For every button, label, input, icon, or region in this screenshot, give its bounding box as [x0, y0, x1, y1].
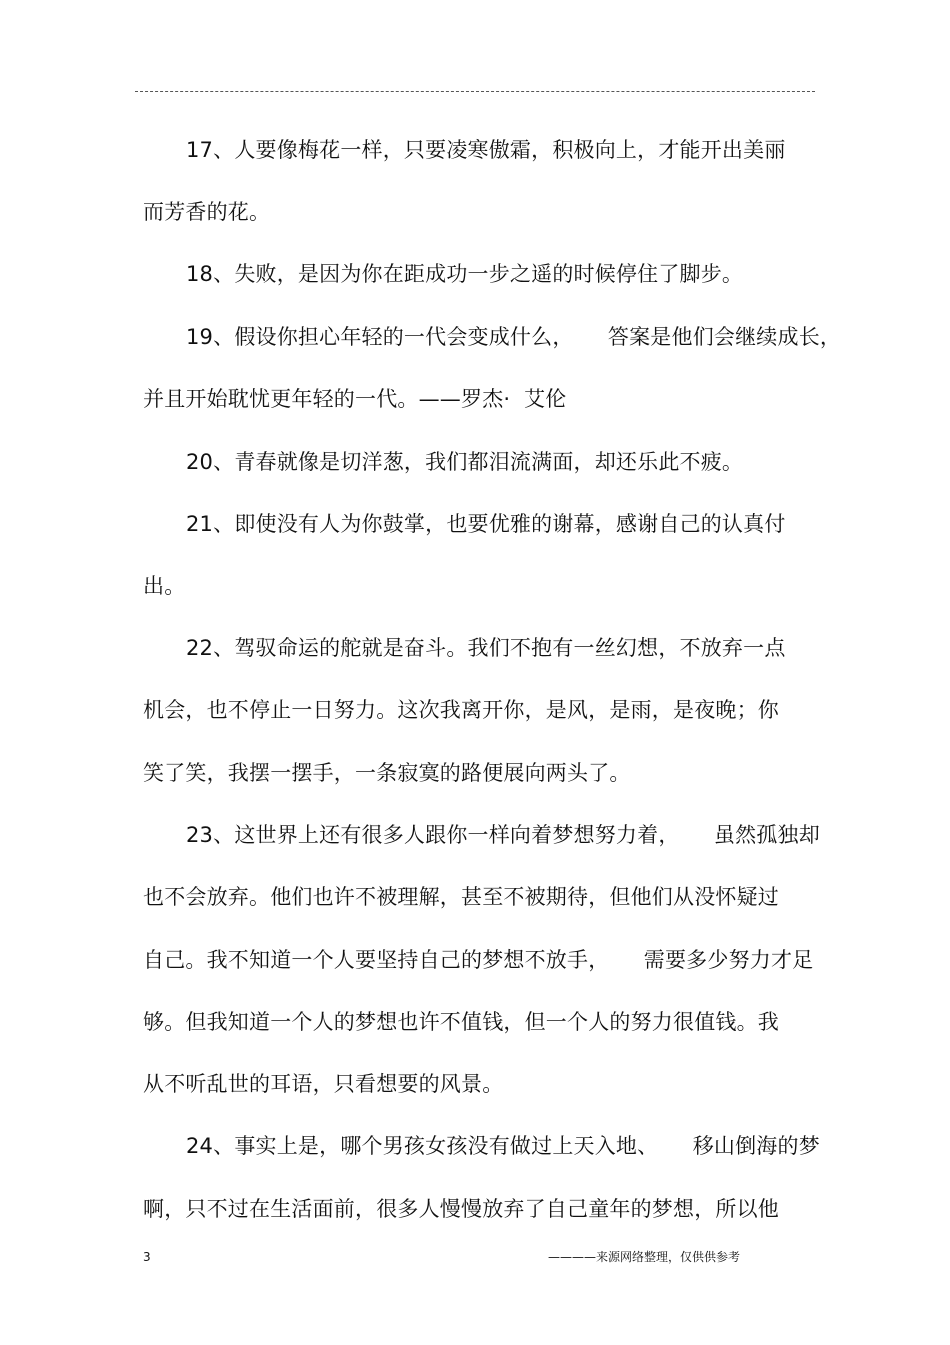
text-line: 24、事实上是，哪个男孩女孩没有做过上天入地、 移山倒海的梦: [186, 1134, 820, 1158]
text-line: 18、失败，是因为你在距成功一步之遥的时候停住了脚步。: [186, 262, 744, 286]
text-line: 也不会放弃。他们也许不被理解，甚至不被期待，但他们从没怀疑过: [143, 885, 779, 909]
text-line: 23、这世界上还有很多人跟你一样向着梦想努力着， 虽然孤独却: [186, 823, 820, 847]
text-line: 17、人要像梅花一样，只要凌寒傲霜，积极向上，才能开出美丽: [186, 138, 786, 162]
text-line: 机会，也不停止一日努力。这次我离开你，是风，是雨，是夜晚；你: [143, 698, 779, 722]
page-number: 3: [143, 1250, 151, 1264]
text-line: 20、青春就像是切洋葱，我们都泪流满面，却还乐此不疲。: [186, 450, 744, 474]
text-line: 21、即使没有人为你鼓掌，也要优雅的谢幕，感谢自己的认真付: [186, 512, 786, 536]
text-line: 22、驾驭命运的舵就是奋斗。我们不抱有一丝幻想，不放弃一点: [186, 636, 786, 660]
text-line: 并且开始耽忧更年轻的一代。——罗杰· 艾伦: [143, 387, 567, 411]
text-line: 自己。我不知道一个人要坚持自己的梦想不放手， 需要多少努力才足: [143, 948, 814, 972]
text-line: 出。: [143, 574, 186, 598]
text-line: 从不听乱世的耳语，只看想要的风景。: [143, 1072, 504, 1096]
text-line: 笑了笑，我摆一摆手，一条寂寞的路便展向两头了。: [143, 761, 631, 785]
text-line: 啊，只不过在生活面前，很多人慢慢放弃了自己童年的梦想，所以他: [143, 1197, 779, 1221]
text-line: 够。但我知道一个人的梦想也许不值钱，但一个人的努力很值钱。我: [143, 1010, 779, 1034]
text-line: 19、假设你担心年轻的一代会变成什么， 答案是他们会继续成长，: [186, 325, 842, 349]
footer-note: ————来源网络整理，仅供供参考: [548, 1250, 741, 1264]
text-line: 而芳香的花。: [143, 200, 271, 224]
header-divider: [135, 91, 815, 92]
